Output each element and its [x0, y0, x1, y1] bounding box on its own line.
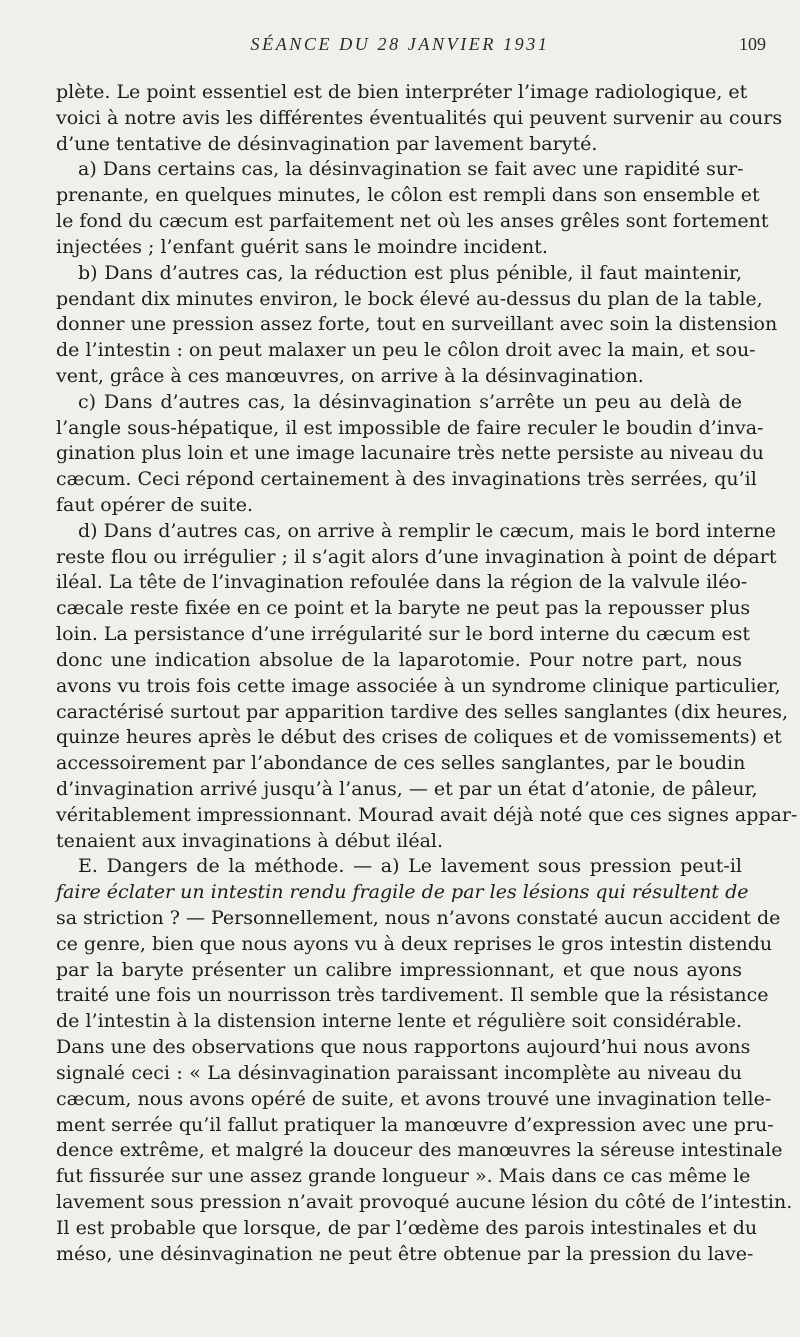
text-line: traité une fois un nourrisson très tardivement. Il semble que la résistance: [56, 984, 769, 1007]
text-line: accessoirement par l’abondance de ces selles sanglantes, par le boudin: [56, 752, 746, 775]
running-title: SÉANCE DU 28 JANVIER 1931: [250, 34, 550, 54]
text-line: fut fissurée sur une assez grande longueur ». Mais dans ce cas même le: [56, 1165, 751, 1188]
text-line: donner une pression assez forte, tout en surveillant avec soin la distension: [56, 313, 778, 336]
text-line: de l’intestin : on peut malaxer un peu le côlon droit avec la main, et sou-: [56, 339, 756, 362]
text-line: sa striction ? — Personnellement, nous n’avons constaté aucun accident de: [56, 907, 781, 929]
text-line: tenaient aux invaginations à début iléal.: [56, 829, 444, 852]
page-header: [0, 34, 800, 62]
text-line: cæcale reste fixée en ce point et la baryte ne peut pas la repousser plus: [56, 597, 751, 620]
body-text: [56, 80, 798, 1267]
text-line: par la baryte présenter un calibre impressionnant, et que nous ayons: [56, 958, 742, 981]
text-line: a) Dans certains cas, la désinvagination se fait avec une rapidité sur-: [78, 158, 744, 181]
text-line: injectées ; l’enfant guérit sans le moindre incident.: [56, 235, 548, 258]
text-line: voici à notre avis les différentes éventualités qui peuvent survenir au cours: [56, 106, 783, 129]
text-line: faire éclater un intestin rendu fragile de par les lésions qui résultent de: [56, 881, 749, 904]
text-line: Dans une des observations que nous rapportons aujourd’hui nous avons: [56, 1036, 751, 1059]
text-line: de l’intestin à la distension interne lente et régulière soit considérable.: [56, 1010, 743, 1033]
text-line: véritablement impressionnant. Mourad avait déjà noté que ces signes appar-: [56, 803, 798, 826]
page-number: 109: [739, 34, 766, 54]
text-line: loin. La persistance d’une irrégularité sur le bord interne du cæcum est: [56, 623, 751, 646]
text-line: reste flou ou irrégulier ; il s’agit alors d’une invagination à point de départ: [56, 545, 777, 568]
text-line: cæcum. Ceci répond certainement à des invaginations très serrées, qu’il: [56, 468, 757, 491]
text-line: plète. Le point essentiel est de bien interpréter l’image radiologique, et: [56, 81, 748, 103]
text-line: caractérisé surtout par apparition tardive des selles sanglantes (dix heures,: [56, 700, 789, 723]
text-line: méso, une désinvagination ne peut être obtenue par la pression du lave-: [56, 1242, 754, 1265]
text-line: donc une indication absolue de la laparotomie. Pour notre part, nous: [56, 648, 742, 671]
text-line: pendant dix minutes environ, le bock élevé au-dessus du plan de la table,: [56, 287, 763, 310]
text-line: ce genre, bien que nous ayons vu à deux reprises le gros intestin distendu: [56, 932, 773, 955]
text-line: le fond du cæcum est parfaitement net où les anses grêles sont fortement: [56, 210, 769, 233]
text-line: vent, grâce à ces manœuvres, on arrive à la désinvagination.: [56, 364, 644, 387]
text-line: ment serrée qu’il fallut pratiquer la manœuvre d’expression avec une pru-: [56, 1113, 774, 1136]
text-line: d’invagination arrivé jusqu’à l’anus, — et par un état d’atonie, de pâleur,: [56, 777, 758, 800]
text-line: E. Dangers de la méthode. — a) Le lavement sous pression peut-il: [78, 855, 742, 878]
text-line: c) Dans d’autres cas, la désinvagination s’arrête un peu au delà de: [78, 390, 742, 413]
text-line: cæcum, nous avons opéré de suite, et avons trouvé une invagination telle-: [56, 1087, 772, 1110]
text-line: quinze heures après le début des crises de coliques et de vomissements) et: [56, 726, 782, 749]
text-line: d’une tentative de désinvagination par lavement baryté.: [56, 132, 598, 155]
text-line: dence extrême, et malgré la douceur des manœuvres la séreuse intestinale: [56, 1139, 783, 1162]
text-line: iléal. La tête de l’invagination refoulée dans la région de la valvule iléo-: [56, 571, 748, 594]
text-line: avons vu trois fois cette image associée à un syndrome clinique particulier,: [56, 674, 781, 697]
text-line: lavement sous pression n’avait provoqué aucune lésion du côté de l’intestin.: [56, 1190, 793, 1213]
text-line: Il est probable que lorsque, de par l’œdème des parois intestinales et du: [56, 1216, 758, 1239]
text-line: d) Dans d’autres cas, on arrive à remplir le cæcum, mais le bord interne: [78, 519, 777, 542]
text-line: l’angle sous-hépatique, il est impossible de faire reculer le boudin d’inva-: [56, 416, 764, 439]
text-line: b) Dans d’autres cas, la réduction est plus pénible, il faut maintenir,: [78, 261, 742, 284]
text-line: faut opérer de suite.: [56, 494, 253, 516]
text-line: signalé ceci : « La désinvagination paraissant incomplète au niveau du: [56, 1061, 742, 1084]
text-line: prenante, en quelques minutes, le côlon est rempli dans son ensemble et: [56, 184, 760, 207]
text-line: gination plus loin et une image lacunaire très nette persiste au niveau du: [56, 442, 764, 465]
